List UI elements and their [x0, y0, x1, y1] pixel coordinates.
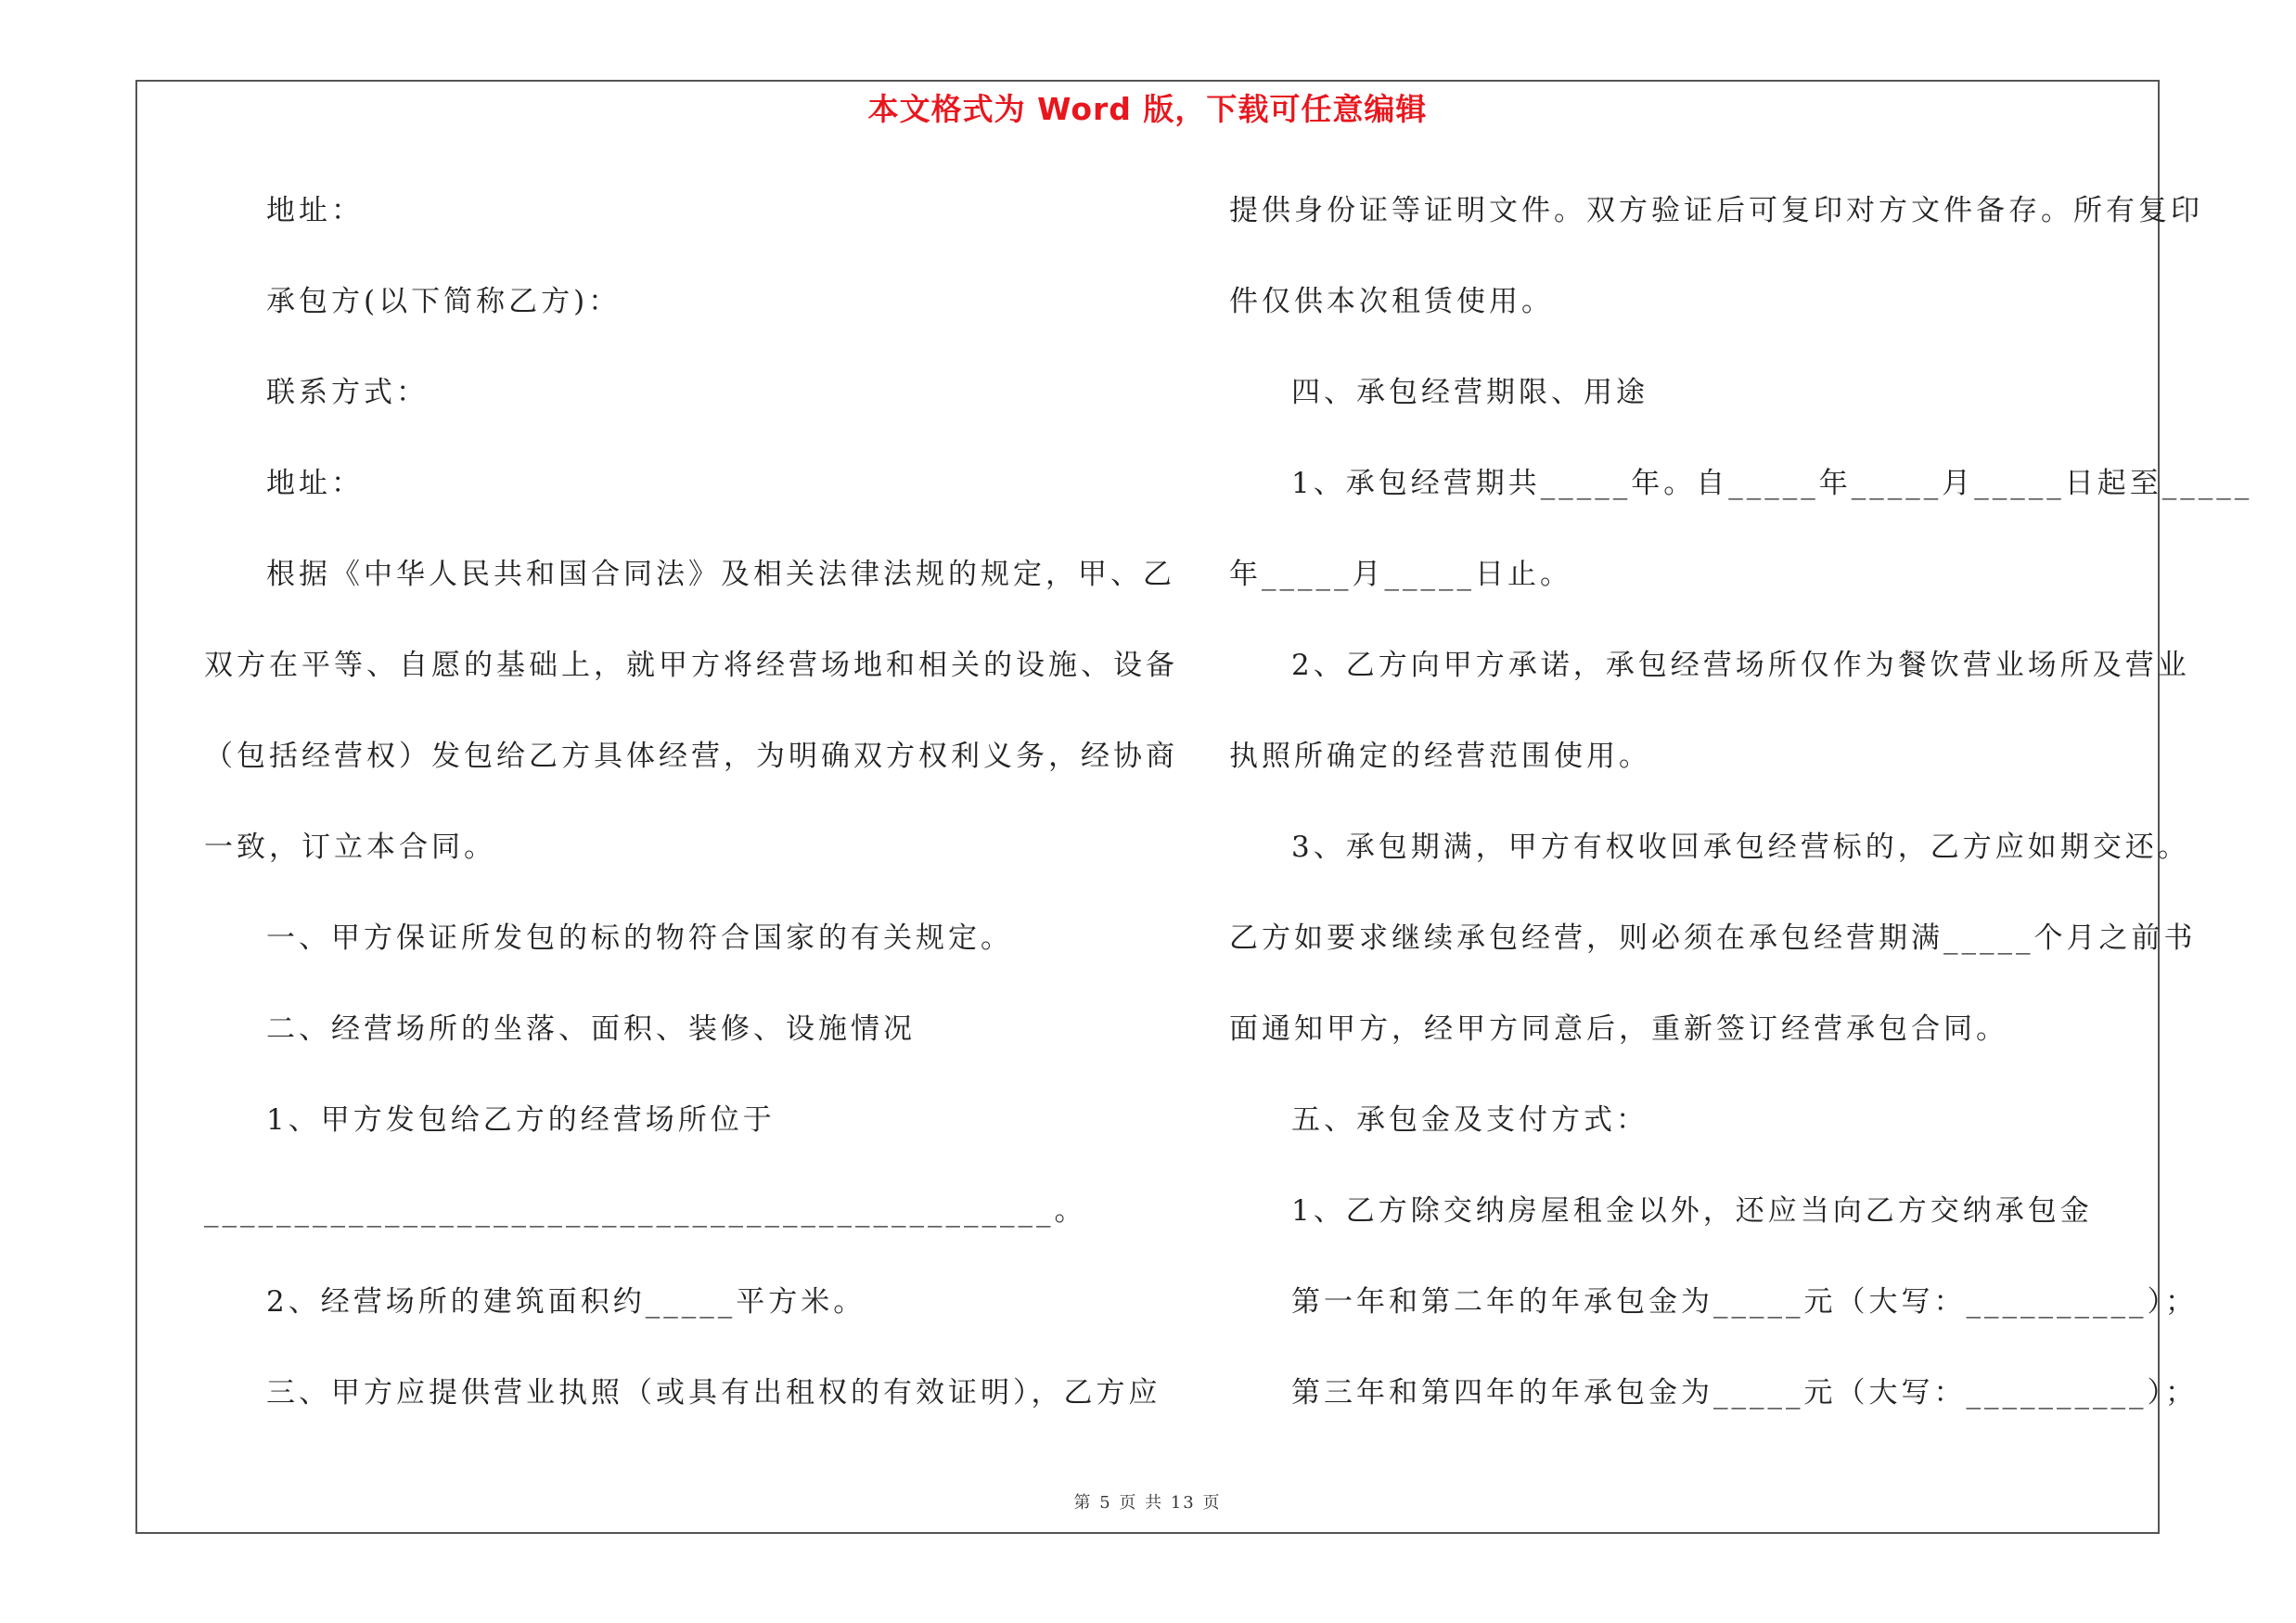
text-line: 一致，订立本合同。: [204, 831, 496, 864]
text-line: 二、经营场所的坐落、面积、装修、设施情况: [266, 1012, 916, 1046]
text-line: 一、甲方保证所发包的标的物符合国家的有关规定。: [266, 921, 1013, 955]
page-number-footer: 第 5 页 共 13 页: [1073, 1493, 1222, 1513]
text-line: 1、乙方除交纳房屋租金以外，还应当向乙方交纳承包金: [1291, 1194, 2093, 1228]
text-line: 执照所确定的经营范围使用。: [1229, 740, 1651, 773]
text-line: 3、承包期满，甲方有权收回承包经营标的，乙方应如期交还。: [1291, 831, 2190, 864]
right-column: [1229, 182, 2253, 1455]
text-line: 地址：: [266, 467, 364, 500]
header-banner: 本文格式为 Word 版，下载可任意编辑: [867, 91, 1428, 127]
left-column: [204, 182, 1178, 1455]
text-line: 件仅供本次租赁使用。: [1229, 285, 1554, 318]
text-line: 1、承包经营期共_____年。自_____年_____月_____日起至_____: [1291, 467, 2253, 500]
text-line: 根据《中华人民共和国合同法》及相关法律法规的规定，甲、乙: [266, 558, 1175, 591]
text-line: 提供身份证等证明文件。双方验证后可复印对方文件备存。所有复印: [1229, 194, 2203, 227]
text-line: 面通知甲方，经甲方同意后，重新签订经营承包合同。: [1229, 1012, 2008, 1046]
text-line: 五、承包金及支付方式：: [1291, 1103, 1648, 1137]
text-line: 2、经营场所的建筑面积约_____平方米。: [266, 1285, 866, 1319]
text-line: 年_____月_____日止。: [1229, 558, 1572, 591]
text-line: 1、甲方发包给乙方的经营场所位于: [266, 1103, 776, 1137]
text-line: 地址：: [266, 194, 364, 227]
text-line: 乙方如要求继续承包经营，则必须在承包经营期满_____个月之前书: [1229, 921, 2197, 955]
text-line: _______________________________________________。: [204, 1194, 1087, 1228]
text-line: 四、承包经营期限、用途: [1291, 376, 1648, 409]
text-line: （包括经营权）发包给乙方具体经营，为明确双方权利义务，经协商: [204, 740, 1178, 773]
text-line: 承包方(以下简称乙方)：: [266, 285, 622, 318]
text-line: 联系方式：: [266, 376, 429, 409]
text-line: 三、甲方应提供营业执照（或具有出租权的有效证明），乙方应: [266, 1376, 1161, 1410]
text-line: 2、乙方向甲方承诺，承包经营场所仅作为餐饮营业场所及营业: [1291, 649, 2190, 682]
text-line: 双方在平等、自愿的基础上，就甲方将经营场地和相关的设施、设备: [204, 649, 1178, 682]
text-line: 第一年和第二年的年承包金为_____元（大写：__________）；: [1291, 1285, 2198, 1319]
text-line: 第三年和第四年的年承包金为_____元（大写：__________）；: [1291, 1376, 2198, 1410]
